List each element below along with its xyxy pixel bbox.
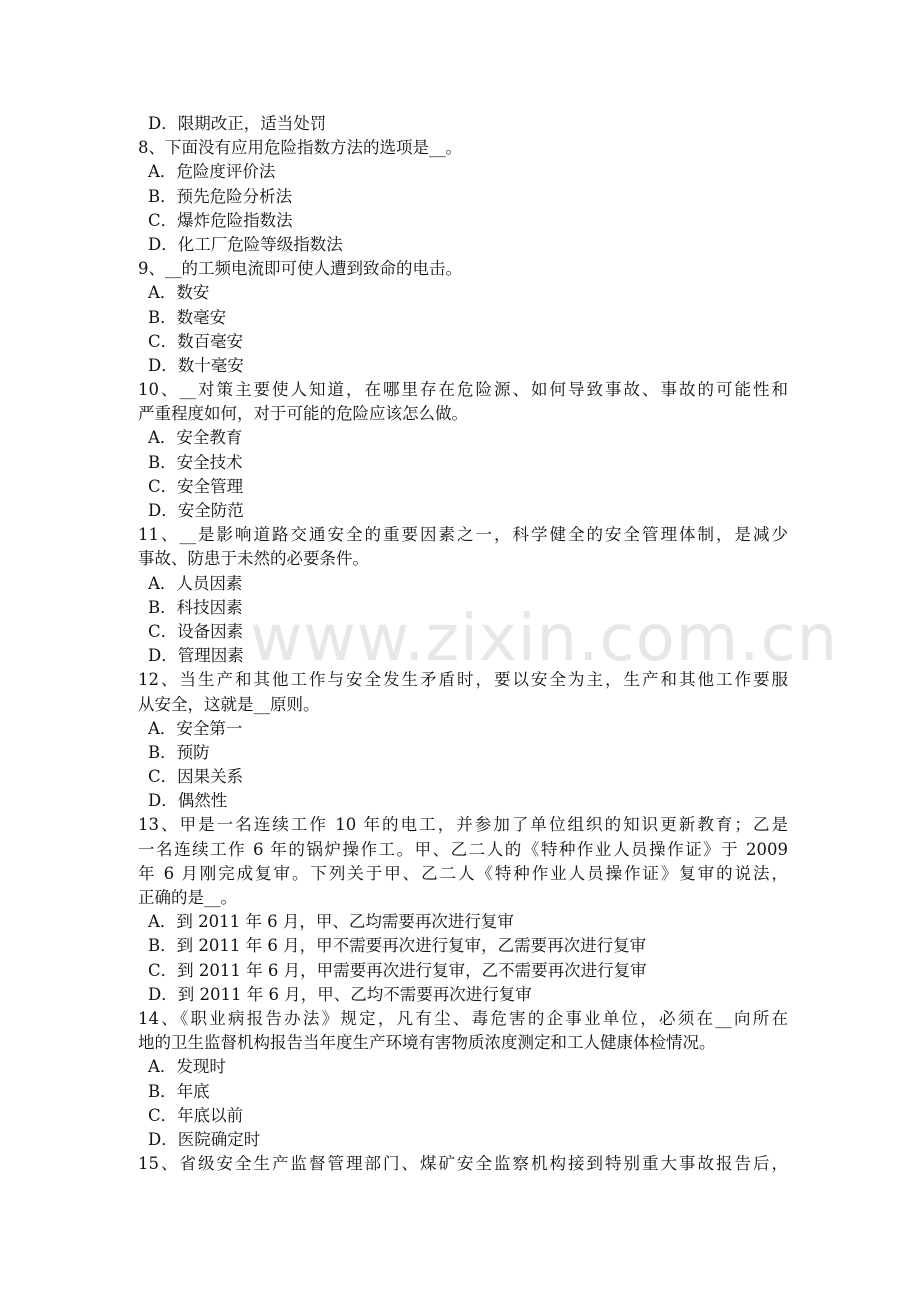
answer-option: C．年底以前 bbox=[148, 1105, 244, 1125]
exam-text-body bbox=[138, 112, 788, 1176]
answer-option: C．因果关系 bbox=[148, 767, 244, 787]
answer-option: A．安全教育 bbox=[148, 428, 243, 448]
answer-option: C．设备因素 bbox=[148, 621, 244, 641]
question-text-line: 9、__的工频电流即可使人遭到致命的电击。 bbox=[138, 259, 462, 279]
answer-option: A．人员因素 bbox=[148, 573, 243, 593]
question-text-line: 15、省级安全生产监督管理部门、煤矿安全监察机构接到特别重大事故报告后， bbox=[138, 1154, 788, 1174]
answer-option: C．到 2011 年 6 月，甲需要再次进行复审，乙不需要再次进行复审 bbox=[148, 960, 647, 980]
question-text-line: 年 6 月刚完成复审。下列关于甲、乙二人《特种作业人员操作证》复审的说法， bbox=[138, 863, 788, 883]
answer-option: D．安全防范 bbox=[148, 501, 244, 520]
answer-option: A．数安 bbox=[148, 283, 210, 303]
answer-option: B．安全技术 bbox=[148, 452, 243, 472]
question-text-line: 12、当生产和其他工作与安全发生矛盾时，要以安全为主，生产和其他工作要服 bbox=[138, 670, 788, 690]
question-text-line: 从安全，这就是__原则。 bbox=[138, 694, 320, 714]
answer-option: B．预防 bbox=[148, 742, 210, 762]
answer-option: B．预先危险分析法 bbox=[148, 186, 293, 206]
answer-option: C．数百毫安 bbox=[148, 331, 244, 351]
question-text-line: 13、甲是一名连续工作 10 年的电工，并参加了单位组织的知识更新教育；乙是 bbox=[138, 815, 788, 835]
question-text-line: 事故、防患于未然的必要条件。 bbox=[138, 549, 369, 569]
answer-option: D．医院确定时 bbox=[148, 1129, 261, 1149]
answer-option: B．科技因素 bbox=[148, 597, 243, 617]
question-text-line: 14、《职业病报告办法》规定，凡有尘、毒危害的企事业单位，必须在__向所在 bbox=[138, 1008, 788, 1028]
answer-option: B．数毫安 bbox=[148, 307, 227, 327]
answer-option: C．爆炸危险指数法 bbox=[148, 210, 293, 230]
watermark: www.zixin.com.cn bbox=[250, 602, 839, 676]
answer-option: B．年底 bbox=[148, 1081, 210, 1101]
answer-option: D．化工厂危险等级指数法 bbox=[148, 234, 343, 254]
question-text-line: 正确的是__。 bbox=[138, 888, 237, 907]
answer-option: D．限期改正，适当处罚 bbox=[148, 114, 327, 133]
answer-option: D．偶然性 bbox=[148, 791, 228, 811]
answer-option: A．安全第一 bbox=[148, 718, 243, 738]
answer-option: D．管理因素 bbox=[148, 646, 244, 666]
answer-option: C．安全管理 bbox=[148, 476, 244, 496]
question-text-line: 一名连续工作 6 年的锅炉操作工。甲、乙二人的《特种作业人员操作证》于 2009 bbox=[138, 839, 788, 859]
answer-option: A．到 2011 年 6 月，甲、乙均需要再次进行复审 bbox=[148, 912, 514, 932]
answer-option: A．危险度评价法 bbox=[148, 162, 276, 182]
question-text-line: 8、下面没有应用危险指数方法的选项是__。 bbox=[138, 138, 462, 158]
question-text-line: 严重程度如何，对于可能的危险应该怎么做。 bbox=[138, 404, 468, 424]
question-text-line: 11、__是影响道路交通安全的重要因素之一，科学健全的安全管理体制，是减少 bbox=[138, 525, 788, 545]
answer-option: D．数十毫安 bbox=[148, 355, 244, 375]
answer-option: A．发现时 bbox=[148, 1057, 226, 1077]
question-text-line: 地的卫生监督机构报告当年度生产环境有害物质浓度测定和工人健康体检情况。 bbox=[138, 1033, 716, 1053]
question-text-line: 10、__对策主要使人知道，在哪里存在危险源、如何导致事故、事故的可能性和 bbox=[138, 380, 788, 400]
answer-option: D．到 2011 年 6 月，甲、乙均不需要再次进行复审 bbox=[148, 984, 532, 1004]
answer-option: B．到 2011 年 6 月，甲不需要再次进行复审，乙需要再次进行复审 bbox=[148, 936, 647, 956]
